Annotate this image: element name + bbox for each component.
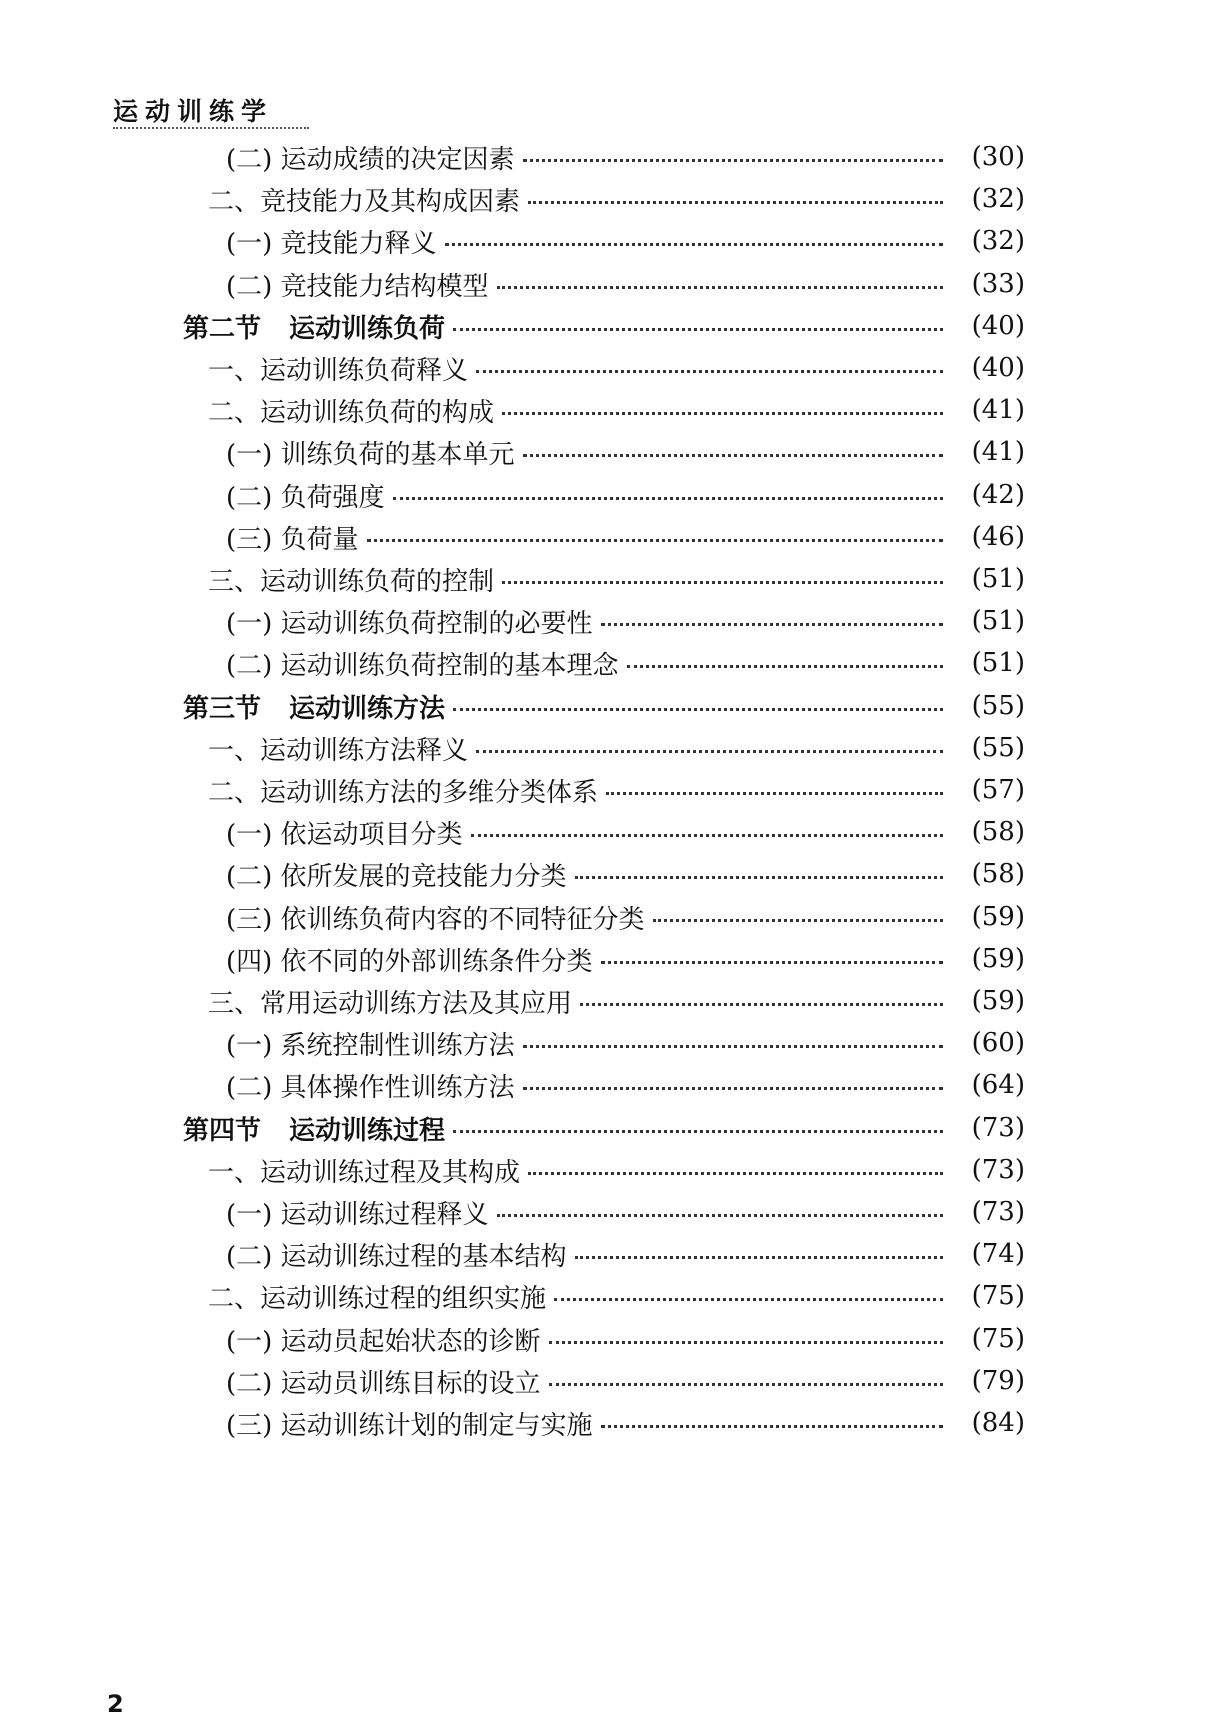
dot-leader	[453, 328, 943, 331]
toc-page-number: (41)	[971, 437, 1025, 467]
toc-page-number: (40)	[971, 311, 1025, 341]
toc-entry-label	[183, 308, 453, 345]
toc-entry-label: (四) 依不同的外部训练条件分类	[226, 946, 593, 977]
toc-entry-label	[183, 688, 453, 725]
dot-leader	[523, 159, 943, 162]
toc-entry	[226, 1400, 1025, 1446]
header-rule	[113, 127, 309, 129]
toc-entry	[208, 1273, 1025, 1319]
toc-entry	[208, 176, 1025, 222]
toc-entry-label: (三) 运动训练计划的制定与实施	[226, 1410, 593, 1441]
toc-entry	[226, 1231, 1025, 1277]
dot-leader	[497, 286, 943, 289]
running-header-title: 运动训练学	[113, 97, 274, 126]
toc-entry	[226, 894, 1025, 940]
toc-page-number: (60)	[971, 1028, 1025, 1058]
toc-entry	[208, 556, 1025, 602]
toc-page-number: (84)	[971, 1408, 1025, 1438]
toc-section-number: 第四节	[183, 1115, 262, 1146]
toc-entry	[226, 514, 1025, 560]
toc-entry-label: 一、运动训练负荷释义	[208, 355, 469, 386]
toc-entry-label: (二) 运动训练过程的基本结构	[226, 1241, 567, 1272]
dot-leader	[445, 243, 943, 246]
toc-page-number: (73)	[971, 1197, 1025, 1227]
toc-entry	[226, 851, 1025, 897]
toc-entry	[208, 978, 1025, 1024]
dot-leader	[502, 412, 943, 415]
toc-entry-label	[183, 1110, 453, 1147]
toc-entry	[226, 1316, 1025, 1362]
toc-entry-label: (一) 依运动项目分类	[226, 819, 463, 850]
toc-entry-label: 二、竞技能力及其构成因素	[208, 186, 521, 217]
toc-entry-label: (二) 竞技能力结构模型	[226, 271, 489, 302]
toc-entry-label: 一、运动训练过程及其构成	[208, 1157, 521, 1188]
toc-page-number: (32)	[971, 184, 1025, 214]
toc-entry	[226, 598, 1025, 644]
toc-page-number: (42)	[971, 480, 1025, 510]
toc-page-number: (79)	[971, 1366, 1025, 1396]
dot-leader	[476, 370, 943, 373]
toc-entry-label: 三、运动训练负荷的控制	[208, 566, 495, 597]
dot-leader	[528, 201, 943, 204]
toc-page-number: (51)	[971, 564, 1025, 594]
dot-leader	[606, 792, 943, 795]
toc-page-number: (59)	[971, 944, 1025, 974]
toc-page-number: (59)	[971, 986, 1025, 1016]
toc-entry	[208, 767, 1025, 813]
toc-page-number: (64)	[971, 1070, 1025, 1100]
toc-entry	[226, 936, 1025, 982]
dot-leader	[471, 834, 943, 837]
dot-leader	[393, 497, 943, 500]
toc-entry-label: (一) 运动训练负荷控制的必要性	[226, 608, 593, 639]
toc-entry-label: (三) 依训练负荷内容的不同特征分类	[226, 904, 645, 935]
toc-entry-label: (二) 运动训练负荷控制的基本理念	[226, 650, 619, 681]
toc-entry	[226, 134, 1025, 180]
toc-entry	[226, 809, 1025, 855]
dot-leader	[627, 665, 943, 668]
toc-section-number: 第三节	[183, 693, 262, 724]
toc-page-number: (75)	[971, 1324, 1025, 1354]
toc-section-title: 运动训练方法	[289, 693, 446, 724]
toc-entry	[208, 725, 1025, 771]
toc-page-number: (40)	[971, 353, 1025, 383]
dot-leader	[575, 1256, 943, 1259]
dot-leader	[580, 1003, 943, 1006]
toc-entry	[208, 387, 1025, 433]
toc-section-title: 运动训练过程	[289, 1115, 446, 1146]
toc-page-number: (58)	[971, 817, 1025, 847]
toc-entry	[226, 472, 1025, 518]
toc-entry-label: (二) 负荷强度	[226, 482, 385, 513]
toc-page-number: (33)	[971, 269, 1025, 299]
toc-entry-label: 二、运动训练负荷的构成	[208, 397, 495, 428]
toc-page-number: (51)	[971, 648, 1025, 678]
toc-entry-label: (二) 具体操作性训练方法	[226, 1072, 515, 1103]
toc-entry-label: (一) 系统控制性训练方法	[226, 1030, 515, 1061]
toc-page-number: (75)	[971, 1281, 1025, 1311]
toc-entry	[226, 1020, 1025, 1066]
dot-leader	[601, 1425, 943, 1428]
toc-page-number: (58)	[971, 859, 1025, 889]
toc-entry-label: (二) 运动成绩的决定因素	[226, 144, 515, 175]
toc-entry	[226, 1189, 1025, 1235]
dot-leader	[575, 876, 943, 879]
dot-leader	[528, 1172, 943, 1175]
dot-leader	[523, 454, 943, 457]
toc-entry-label: (一) 训练负荷的基本单元	[226, 439, 515, 470]
toc-entry	[208, 1147, 1025, 1193]
toc-entry	[226, 429, 1025, 475]
dot-leader	[523, 1087, 943, 1090]
dot-leader	[601, 623, 943, 626]
dot-leader	[453, 1130, 943, 1133]
dot-leader	[549, 1383, 943, 1386]
dot-leader	[502, 581, 943, 584]
toc-page-number: (46)	[971, 522, 1025, 552]
toc-entry	[226, 1358, 1025, 1404]
toc-page-number: (74)	[971, 1239, 1025, 1269]
dot-leader	[367, 539, 943, 542]
toc-section-entry	[183, 303, 1025, 349]
toc-entry	[226, 640, 1025, 686]
dot-leader	[549, 1341, 943, 1344]
toc-entry-label: 一、运动训练方法释义	[208, 735, 469, 766]
toc-entry-label: (二) 依所发展的竞技能力分类	[226, 861, 567, 892]
toc-entry-label: 二、运动训练过程的组织实施	[208, 1283, 547, 1314]
dot-leader	[601, 961, 943, 964]
toc-entry-label: (一) 运动员起始状态的诊断	[226, 1326, 541, 1357]
toc-entry	[226, 218, 1025, 264]
dot-leader	[497, 1214, 943, 1217]
dot-leader	[554, 1298, 943, 1301]
toc-entry-label: 三、常用运动训练方法及其应用	[208, 988, 573, 1019]
dot-leader	[523, 1045, 943, 1048]
page-number: 2	[107, 1690, 124, 1718]
toc-page-number: (30)	[971, 142, 1025, 172]
toc-page-number: (32)	[971, 226, 1025, 256]
toc-page-number: (55)	[971, 733, 1025, 763]
dot-leader	[653, 919, 943, 922]
toc-page-number: (41)	[971, 395, 1025, 425]
toc-section-title: 运动训练负荷	[289, 313, 446, 344]
toc-entry-label: (一) 运动训练过程释义	[226, 1199, 489, 1230]
toc-entry-label: (二) 运动员训练目标的设立	[226, 1368, 541, 1399]
toc-page-number: (57)	[971, 775, 1025, 805]
toc-section-number: 第二节	[183, 313, 262, 344]
toc-entry-label: 二、运动训练方法的多维分类体系	[208, 777, 599, 808]
dot-leader	[476, 750, 943, 753]
dot-leader	[453, 708, 943, 711]
toc-entry-label: (三) 负荷量	[226, 524, 359, 555]
toc-page-number: (73)	[971, 1155, 1025, 1185]
toc-page-number: (59)	[971, 902, 1025, 932]
toc-entry	[226, 1062, 1025, 1108]
toc-entry	[208, 345, 1025, 391]
toc-page-number: (51)	[971, 606, 1025, 636]
toc-entry	[226, 261, 1025, 307]
toc-section-entry	[183, 683, 1025, 729]
toc-page-number: (73)	[971, 1113, 1025, 1143]
toc-section-entry	[183, 1105, 1025, 1151]
toc-entry-label: (一) 竞技能力释义	[226, 228, 437, 259]
toc-page-number: (55)	[971, 691, 1025, 721]
